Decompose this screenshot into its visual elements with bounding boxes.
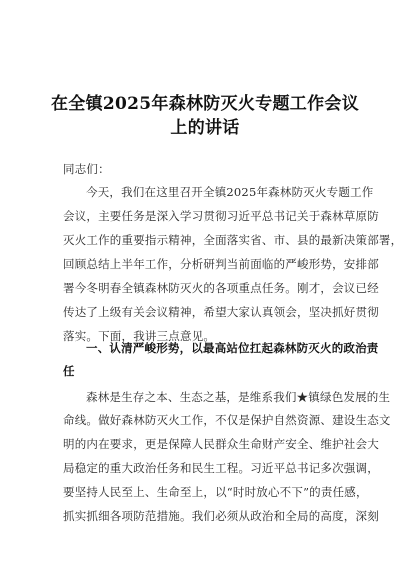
document-title-line-2: 上的讲话 <box>170 118 240 138</box>
paragraph-line: 要坚持人民至上、生命至上，以“时时放心不下”的责任感， <box>63 485 368 499</box>
document-title-line-1: 在全镇2025年森林防灭火专题工作会议 <box>50 94 359 114</box>
paragraph-line: 回顾总结上半年工作，分析研判当前面临的严峻形势，安排部 <box>63 257 379 271</box>
salutation: 同志们： <box>63 162 110 176</box>
paragraph-line: 局稳定的重大政治任务和民生工程。习近平总书记多次强调， <box>63 461 379 475</box>
paragraph-line: 森林是生存之本、生态之基，是维系我们★镇绿色发展的生 <box>86 390 391 404</box>
paragraph-line: 灭火工作的重要指示精神，全面落实省、市、县的最新决策部署， <box>63 233 403 247</box>
paragraph-line: 署今冬明春全镇森林防灭火的各项重点任务。刚才，会议已经 <box>63 281 379 295</box>
paragraph-line: 今天，我们在这里召开全镇2025年森林防灭火专题工作 <box>86 185 374 199</box>
paragraph-line: 传达了上级有关会议精神，希望大家认真领会，坚决抓好贯彻 <box>63 305 379 319</box>
paragraph-line: 抓实抓细各项防范措施。我们必须从政治和全局的高度，深刻 <box>63 509 379 523</box>
section-heading: 一、认清严峻形势，以最高站位扛起森林防灭火的政治责 <box>86 341 379 355</box>
paragraph-line: 命线。做好森林防灭火工作，不仅是保护自然资源、建设生态文 <box>63 413 391 427</box>
paragraph-line: 会议，主要任务是深入学习贯彻习近平总书记关于森林草原防 <box>63 209 379 223</box>
paragraph-line: 明的内在要求，更是保障人民群众生命财产安全、维护社会大 <box>63 437 379 451</box>
paragraph-line: 落实。下面，我讲三点意见。 <box>63 329 216 343</box>
section-heading: 任 <box>63 364 75 378</box>
